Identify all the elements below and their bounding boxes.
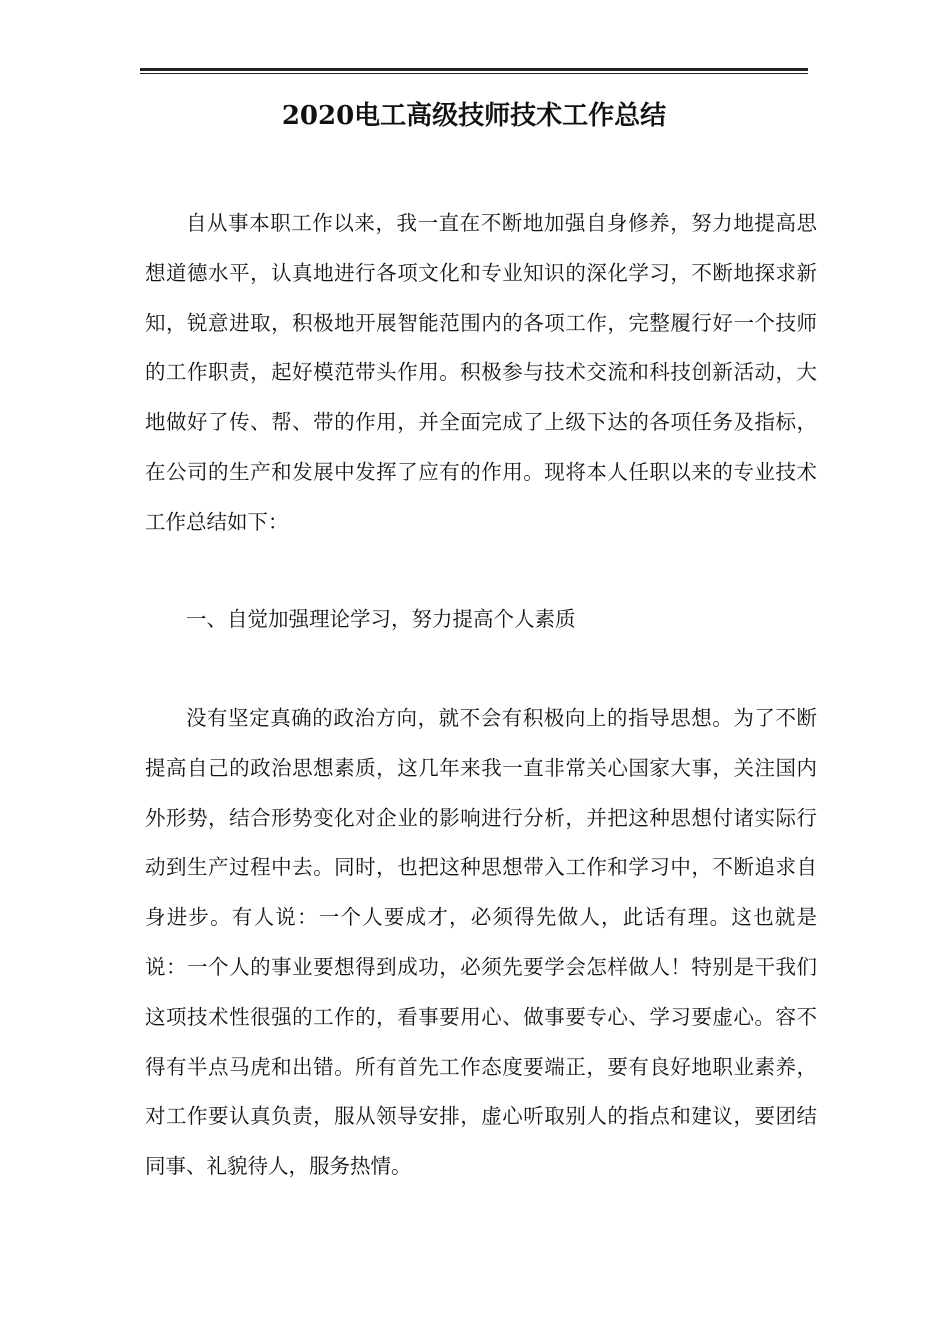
header-double-rule xyxy=(140,68,808,74)
header-rule-thin xyxy=(140,73,808,74)
header-rule-thick xyxy=(140,68,808,71)
document-title: 2020电工高级技师技术工作总结 xyxy=(281,101,667,131)
intro-paragraph: 自从事本职工作以来，我一直在不断地加强自身修养，努力地提高思想道德水平，认真地进行各项文化和专业知识的深化学习，不断地探求新知，锐意进取，积极地开展智能范围内的各项工作，完整履行好一个技师的工作职责，起好模范带头作用。积极参与技术交流和科技创新活动，大地做好了传、帮、带的作用，并全面完成了上级下达的各项任务及指标，在公司的生产和发展中发挥了应有的作用。现将本人任职以来的专业技术工作总结如下： xyxy=(145,211,817,534)
section-1-paragraph: 没有坚定真确的政治方向，就不会有积极向上的指导思想。为了不断提高自己的政治思想素质，这几年来我一直非常关心国家大事，关注国内外形势，结合形势变化对企业的影响进行分析，并把这种思想付诸实际行动到生产过程中去。同时，也把这种思想带入工作和学习中，不断追求自身进步。有人说：一个人要成才，必须得先做人，此话有理。这也就是说：一个人的事业要想得到成功，必须先要学会怎样做人！特别是干我们这项技术性很强的工作的，看事要用心、做事要专心、学习要虚心。容不得有半点马虎和出错。所有首先工作态度要端正，要有良好地职业素养，对工作要认真负责，服从领导安排，虚心听取别人的指点和建议，要团结同事、礼貌待人，服务热情。 xyxy=(145,706,817,1179)
section-heading-1: 一、自觉加强理论学习，努力提高个人素质 xyxy=(186,607,576,631)
